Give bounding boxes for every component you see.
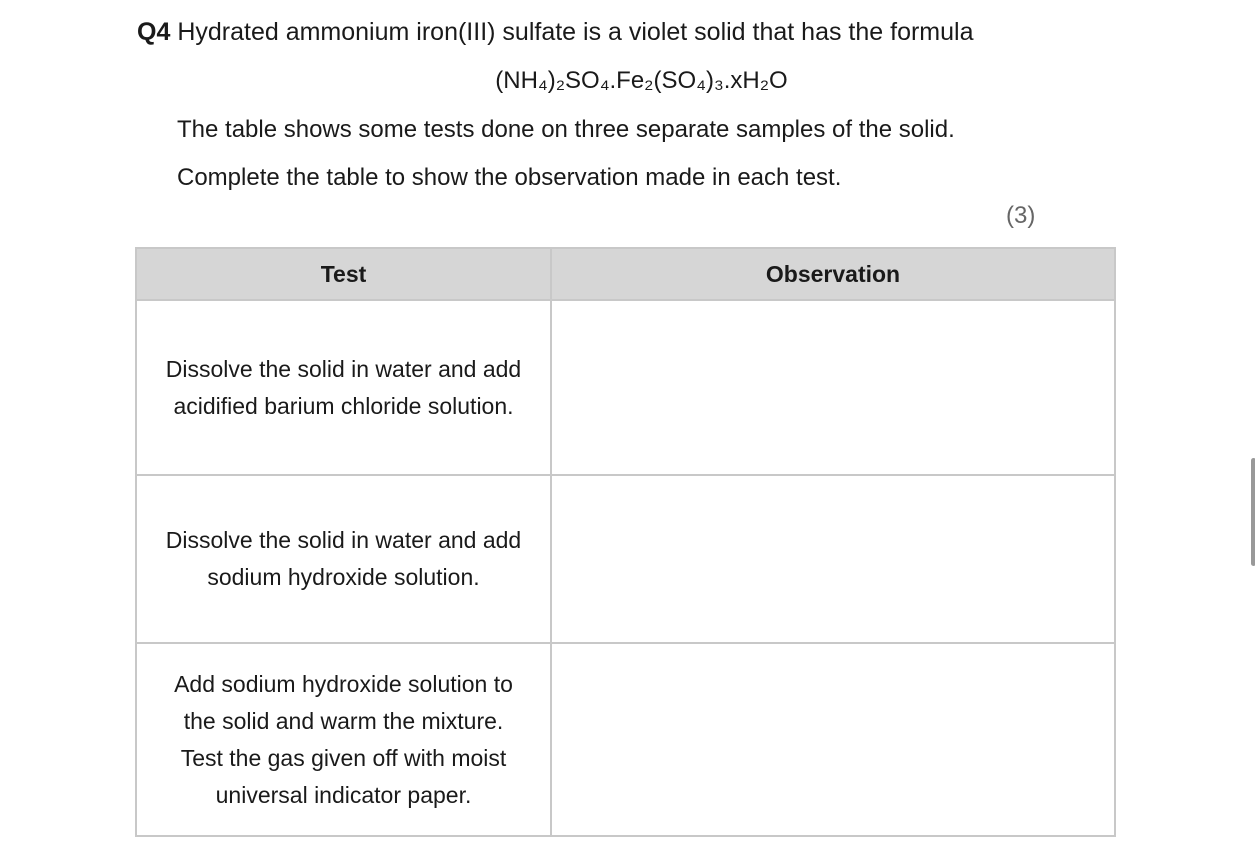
test-line: Add sodium hydroxide solution to [174,670,513,697]
test-line: universal indicator paper. [215,781,472,808]
observation-cell[interactable] [551,643,1115,836]
observation-cell[interactable] [551,475,1115,643]
test-cell [136,643,551,836]
test-line: sodium hydroxide solution. [207,564,480,590]
header-test: Test [136,248,551,300]
test-line: Dissolve the solid in water and add [165,355,522,382]
test-line: Test the gas given off with moist [180,744,507,771]
question-number: Q4 [137,18,171,46]
header-observation: Observation [551,248,1115,300]
table-row [136,475,1115,643]
table-header-row [136,248,1115,300]
table-row [136,300,1115,475]
test-cell [136,475,551,643]
observation-cell[interactable] [551,300,1115,475]
instruction-line-2: Complete the table to show the observation made in each test. [177,164,842,191]
marks-label: (3) [1006,202,1036,229]
table-row [136,643,1115,836]
instruction-line-1: The table shows some tests done on three separate samples of the solid. [177,116,955,143]
scrollbar[interactable] [1251,458,1255,566]
test-cell [136,300,551,475]
question-text: Hydrated ammonium iron(III) sulfate is a violet solid that has the formula [177,18,974,46]
test-line: the solid and warm the mixture. [183,707,504,734]
tests-table [135,247,1116,837]
question-stem [137,18,974,47]
test-line: Dissolve the solid in water and add [165,527,522,553]
test-line: acidified barium chloride solution. [173,392,514,419]
chemical-formula: (NH₄)₂SO₄.Fe₂(SO₄)₃.xH₂O [495,67,788,94]
